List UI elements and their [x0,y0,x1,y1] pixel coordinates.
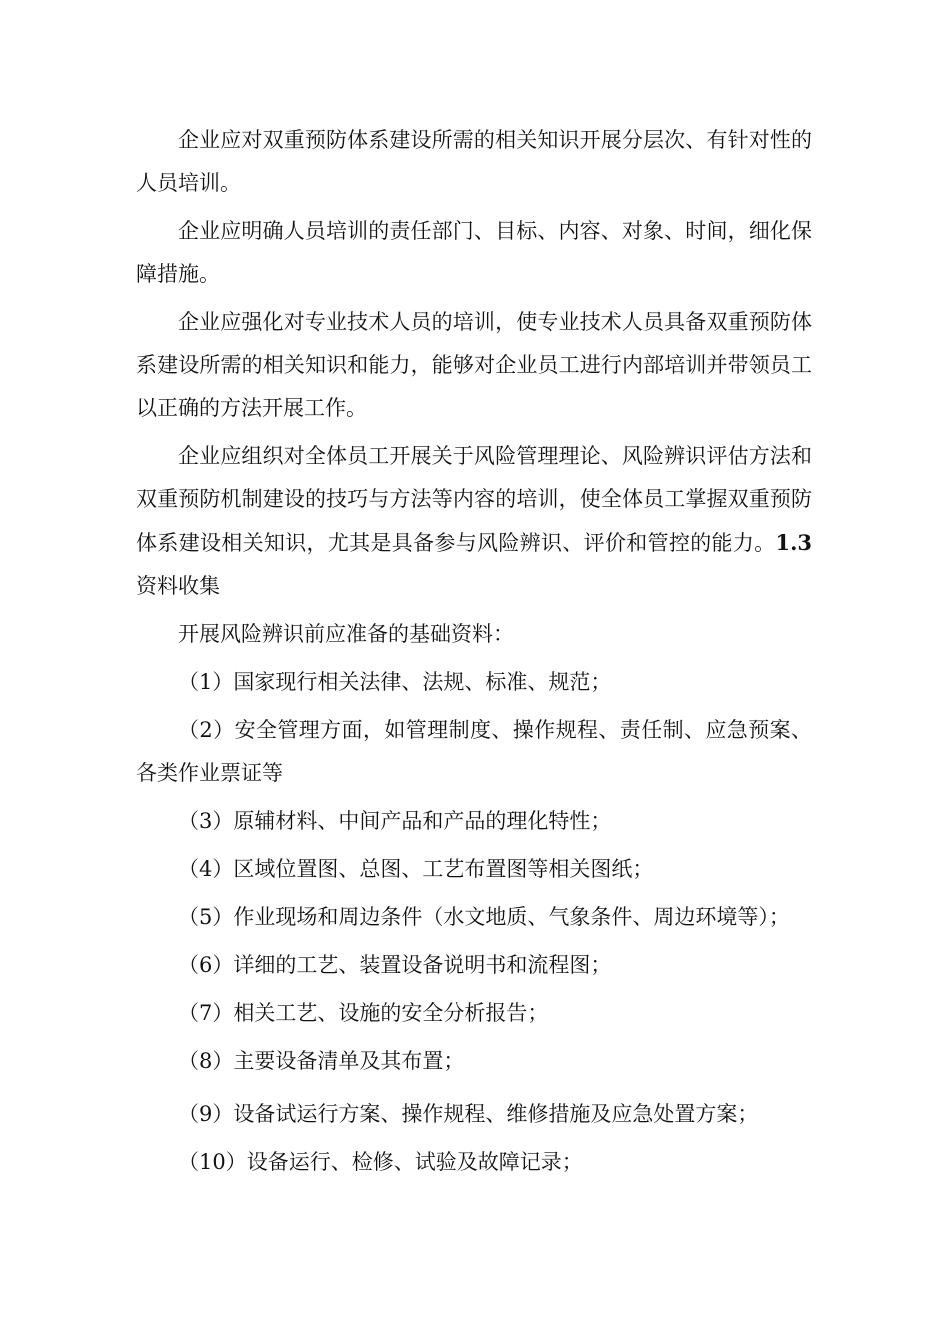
list-item-8: （8）主要设备清单及其布置； [178,1049,465,1073]
paragraph-all-staff-training [136,435,812,608]
list-item-1: （1）国家现行相关法律、法规、标准、规范； [178,670,612,694]
section-title: 资料收集 [136,574,220,598]
list-item-5: （5）作业现场和周边条件（水文地质、气象条件、周边环境等）； [178,905,790,929]
list-item-6: （6）详细的工艺、装置设备说明书和流程图； [178,953,612,977]
list-item-7: （7）相关工艺、设施的安全分析报告； [178,1001,549,1025]
document-page [136,119,812,1189]
paragraph-training-responsibility: 企业应明确人员培训的责任部门、目标、内容、对象、时间，细化保障措施。 [136,219,812,286]
list-item-10: （10）设备运行、检修、试验及故障记录； [178,1150,583,1174]
paragraph-materials-intro: 开展风险辨识前应准备的基础资料： [178,622,514,646]
paragraph-technical-staff-training: 企业应强化对专业技术人员的培训，使专业技术人员具备双重预防体系建设所需的相关知识和能力，能够对企业员工进行内部培训并带领员工以正确的方法开展工作。 [136,310,812,420]
section-number: 1.3 [775,530,812,555]
paragraph-training-scope: 企业应对双重预防体系建设所需的相关知识开展分层次、有针对性的人员培训。 [136,128,812,195]
list-item-9: （9）设备试运行方案、操作规程、维修措施及应急处置方案； [178,1102,759,1126]
list-item-3: （3）原辅材料、中间产品和产品的理化特性； [178,809,612,833]
list-item-4: （4）区域位置图、总图、工艺布置图等相关图纸； [178,857,654,881]
all-staff-training-text: 企业应组织对全体员工开展关于风险管理理论、风险辨识评估方法和双重预防机制建设的技巧与方法等内容的培训，使全体员工掌握双重预防体系建设相关知识，尤其是具备参与风险辨识、评价和管控的能力。 [136,444,812,555]
list-item-2: （2）安全管理方面，如管理制度、操作规程、责任制、应急预案、各类作业票证等 [136,718,812,785]
